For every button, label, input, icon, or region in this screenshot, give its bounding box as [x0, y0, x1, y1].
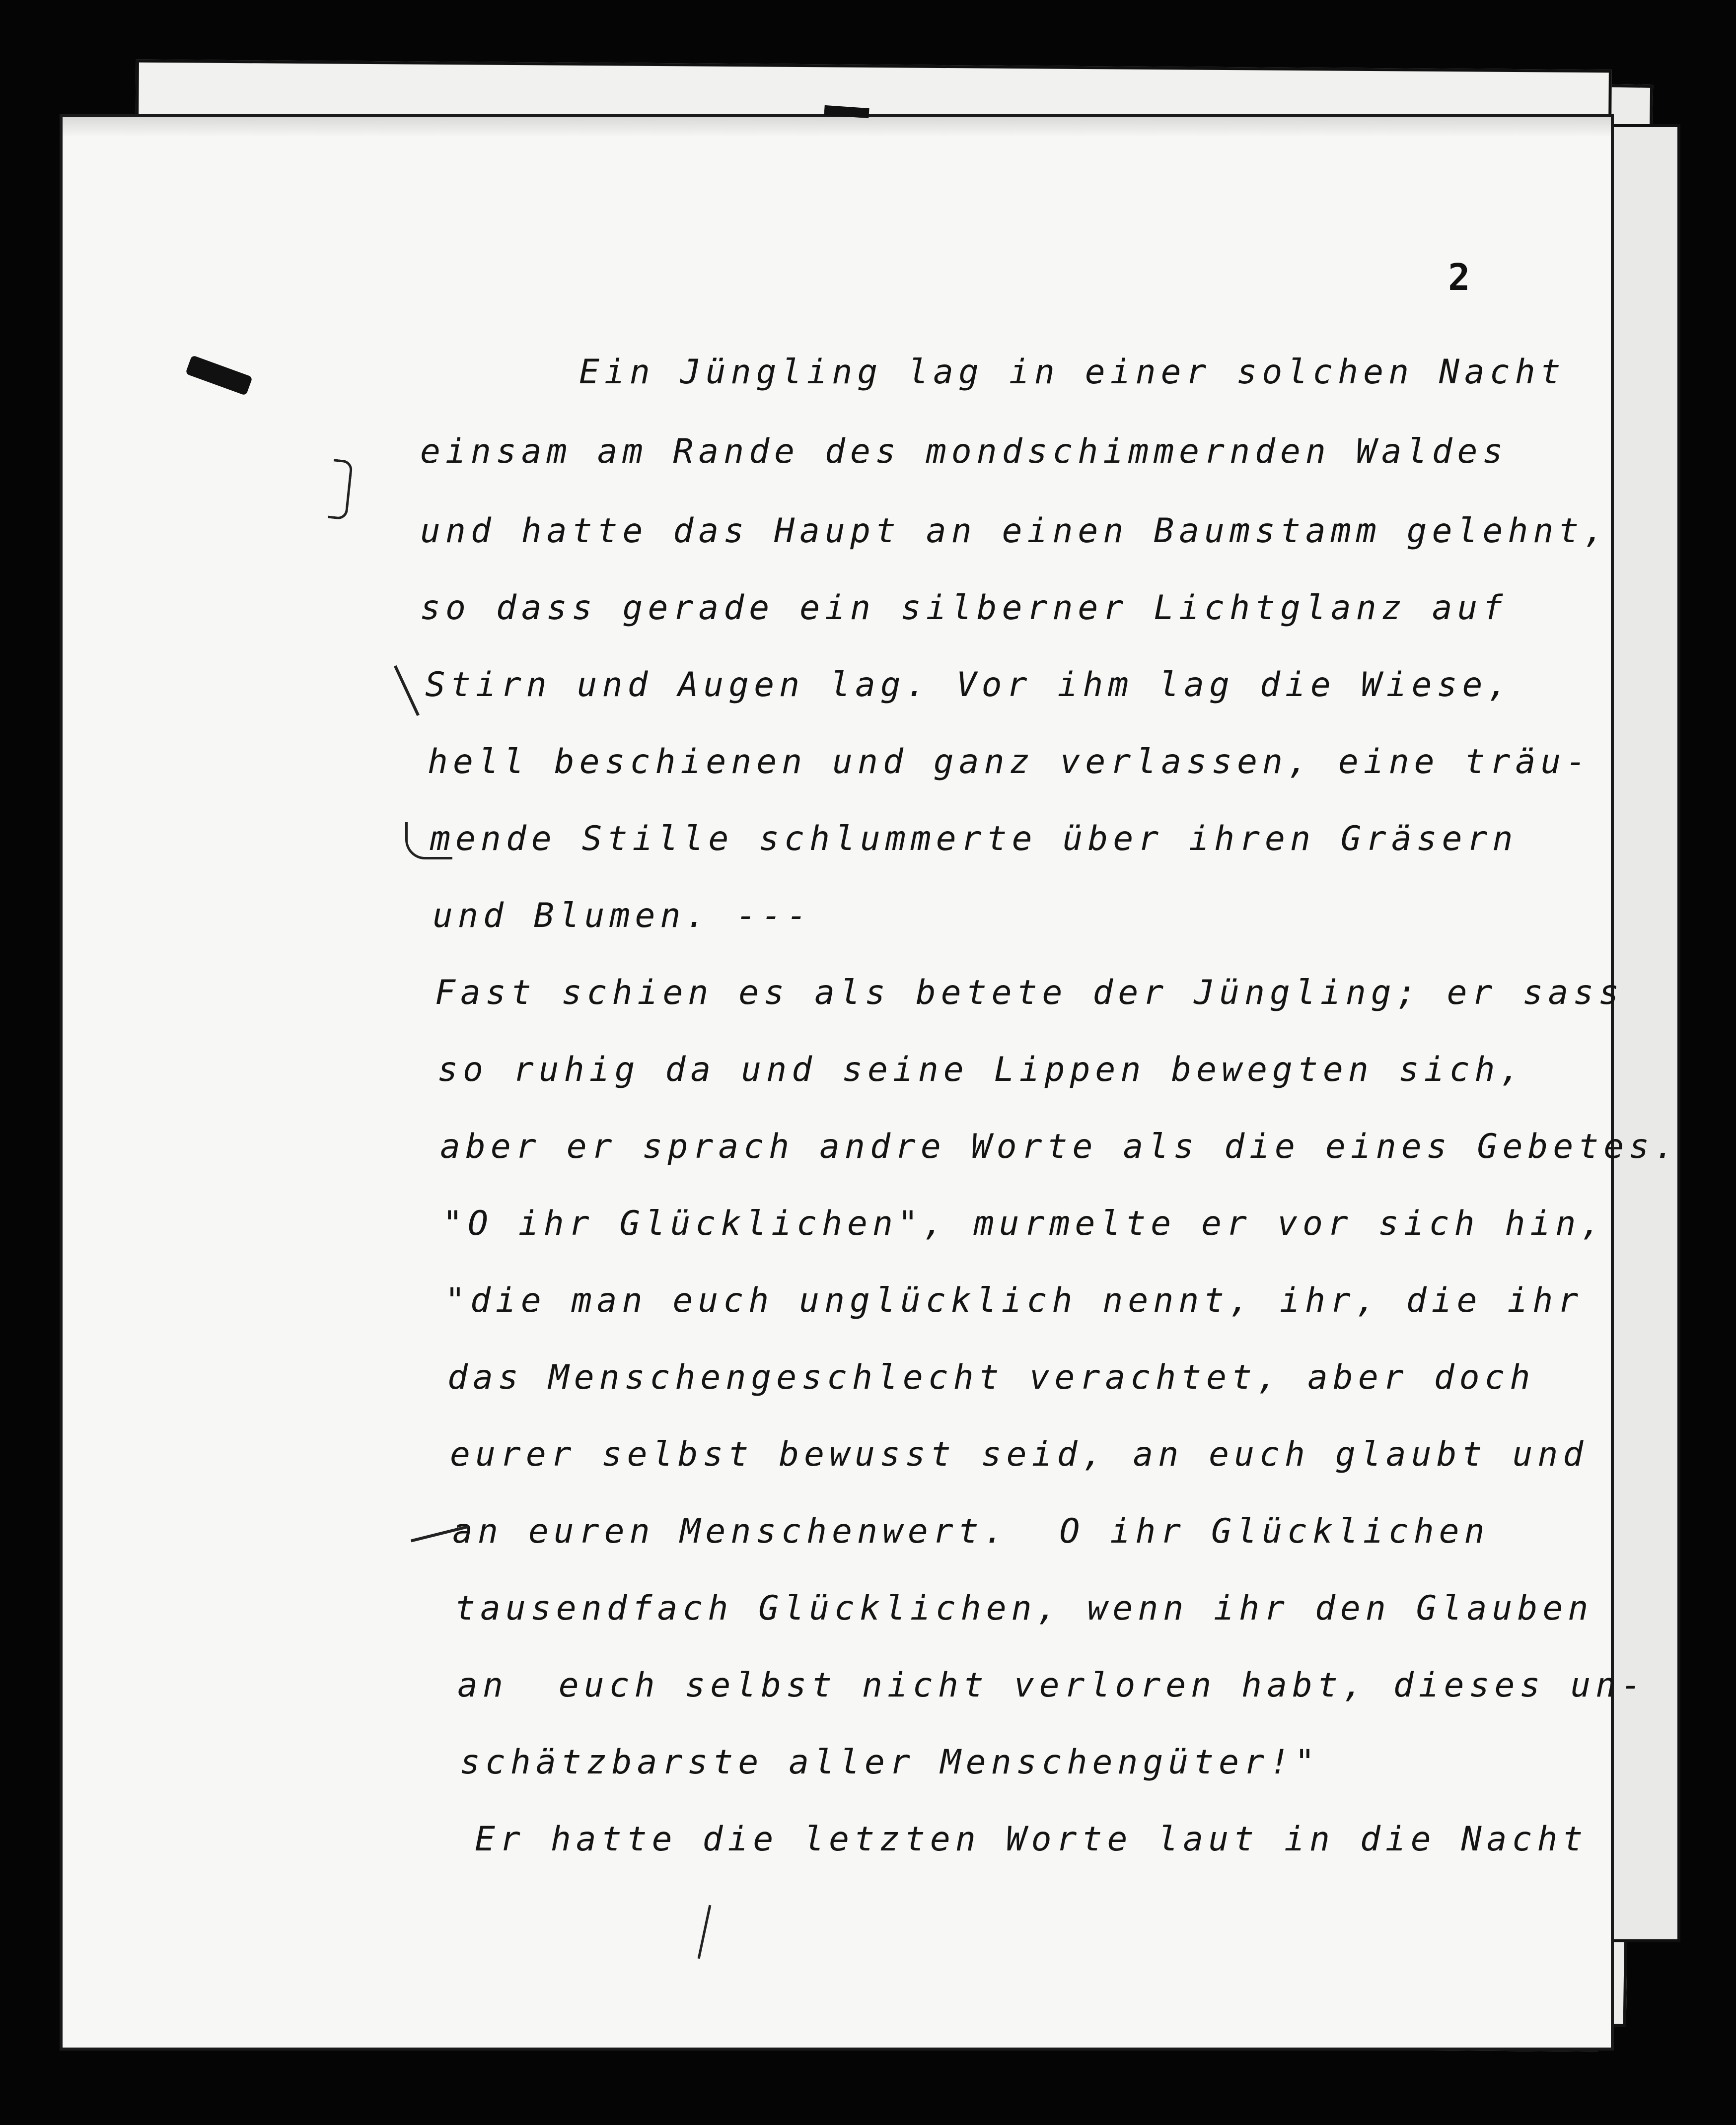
text-line: schätzbarste aller Menschengüter!"	[460, 1743, 1320, 1782]
text-line: "O ihr Glücklichen", murmelte er vor sich hin,	[442, 1204, 1606, 1243]
text-line: Er hatte die letzten Worte laut in die Nacht	[475, 1820, 1588, 1859]
text-line: mende Stille schlummerte über ihren Gräsern	[430, 819, 1518, 858]
text-line: das Menschengeschlecht verachtet, aber doch	[447, 1358, 1535, 1397]
text-line: Ein Jüngling lag in einer solchen Nacht	[579, 353, 1566, 392]
text-line: so dass gerade ein silberner Lichtglanz auf	[420, 588, 1508, 628]
text-line: und hatte das Haupt an einen Baumstamm gelehnt,	[420, 511, 1609, 551]
text-line: Stirn und Augen lag. Vor ihm lag die Wiese,	[425, 665, 1513, 705]
text-line: einsam am Rande des mondschimmernden Waldes	[420, 432, 1508, 471]
typewritten-text	[63, 117, 1680, 2048]
text-line: hell beschienen und ganz verlassen, eine träu-	[428, 742, 1591, 781]
page-number: 2	[1448, 256, 1470, 299]
text-line: an euch selbst nicht verloren habt, dieses un-	[457, 1666, 1647, 1705]
text-line: aber er sprach andre Worte als die eines Gebetes.	[440, 1127, 1680, 1166]
margin-hook-mark	[405, 822, 452, 859]
text-line: so ruhig da und seine Lippen bewegten sich,	[437, 1050, 1525, 1089]
text-line: "die man euch unglücklich nennt, ihr, die ihr	[445, 1281, 1584, 1320]
text-line: Fast schien es als betete der Jüngling; er sass	[435, 973, 1624, 1012]
text-line: eurer selbst bewusst seid, an euch glaubt und	[450, 1435, 1589, 1474]
text-line: an euren Menschenwert. O ihr Glücklichen	[452, 1512, 1490, 1551]
text-line: und Blumen. ---	[433, 896, 812, 935]
text-line: tausendfach Glücklichen, wenn ihr den Glauben	[455, 1589, 1593, 1628]
typewritten-page	[60, 114, 1680, 2051]
